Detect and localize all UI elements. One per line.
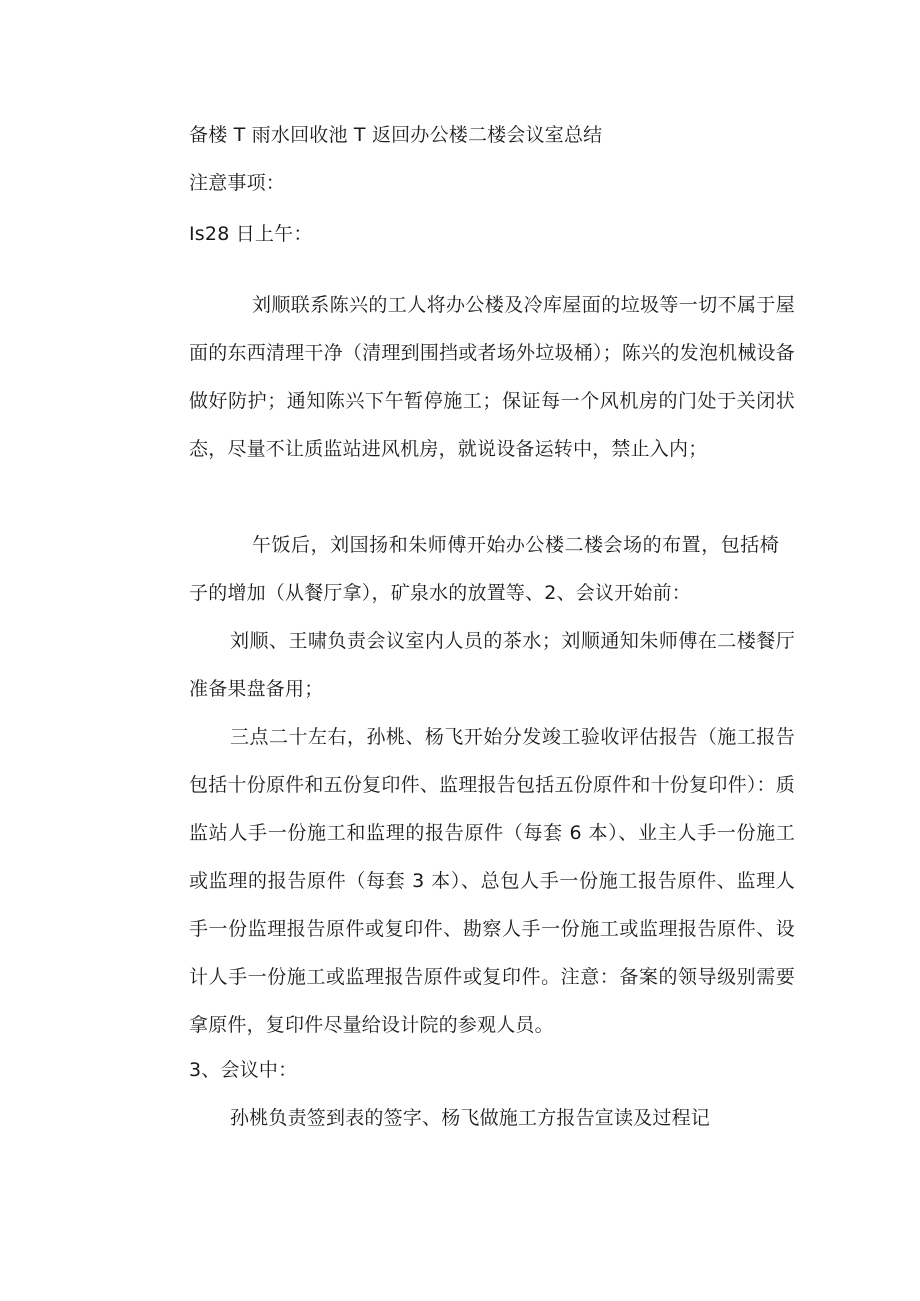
notice-heading: 注意事项： (189, 172, 286, 194)
last-line: 孙桃负责签到表的签字、杨飞做施工方报告宣读及过程记 (230, 1107, 711, 1129)
cleanup-paragraph: 刘顺联系陈兴的工人将办公楼及冷库屋面的垃圾等一切不属于屋面的东西清理干净（清理到围挡或者场外垃圾桶）；陈兴的发泡机械设备做好防护；通知陈兴下午暂停施工；保证每一个风机房的门处于关闭状态，尽量不让质监站进风机房，就说设备运转中，禁止入内； (189, 294, 795, 460)
tea-paragraph: 刘顺、王啸负责会议室内人员的茶水；刘顺通知朱师傅在二楼餐厅准备果盘备用； (189, 630, 795, 700)
route-line: 备楼 T 雨水回收池 T 返回办公楼二楼会议室总结 (189, 124, 603, 146)
meeting-heading: 3、会议中： (189, 1059, 298, 1081)
lunch-paragraph: 午饭后，刘国扬和朱师傅开始办公楼二楼会场的布置，包括椅子的增加（从餐厅拿），矿泉水的放置等、2、会议开始前： (189, 534, 779, 604)
morning-heading: Is28 日上午： (189, 223, 313, 245)
reports-paragraph: 三点二十左右，孙桃、杨飞开始分发竣工验收评估报告（施工报告包括十份原件和五份复印件、监理报告包括五份原件和十份复印件）：质监站人手一份施工和监理的报告原件（每套 6 本）、业主人手一份施工或监理的报告原件（每套 3 本）、总包人手一份施工报告原件、监理人手一份监理报告原件或复印件、勘察人手一份施工或监理报告原件、设计人手一份施工或监理报告原件或复印件。注意：备案的领导级别需要拿原件，复印件尽量给设计院的参观人员。 (189, 726, 795, 1036)
